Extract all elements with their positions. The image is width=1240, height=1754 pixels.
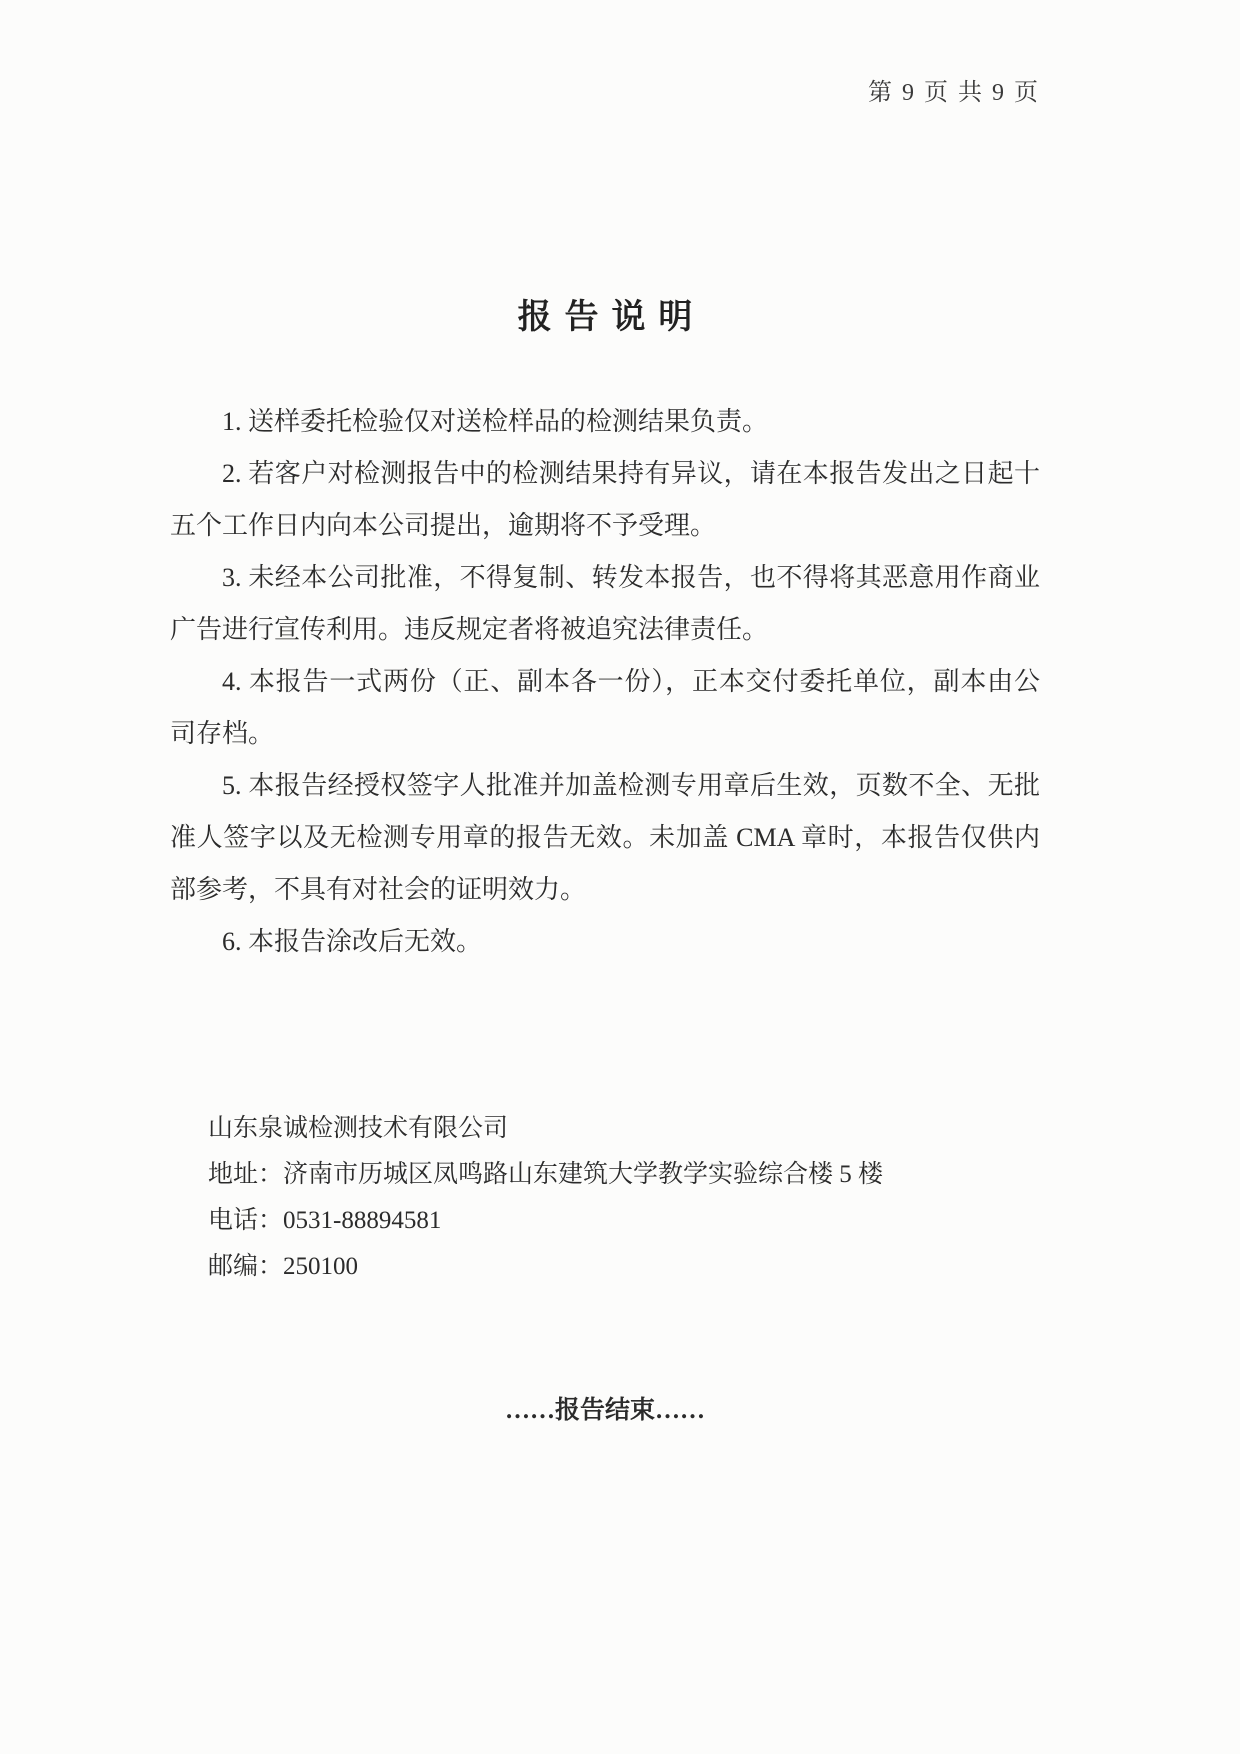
page-title: 报告说明 [517, 299, 706, 336]
notice-item-5: 5. 本报告经授权签字人批准并加盖检测专用章后生效，页数不全、无批准人签字以及无检测专用章的报告无效。未加盖 CMA 章时，本报告仅供内部参考，不具有对社会的证明效力。 [170, 771, 1040, 904]
company-name: 山东泉诚检测技术有限公司 [208, 1115, 509, 1142]
contact-block [0, 1106, 1240, 1290]
notice-item-6: 6. 本报告涂改后无效。 [222, 927, 483, 956]
page-number: 第 9 页 共 9 页 [868, 80, 1040, 106]
notice-list [0, 396, 1240, 968]
company-address: 地址：济南市历城区凤鸣路山东建筑大学教学实验综合楼 5 楼 [208, 1161, 884, 1188]
company-postcode: 邮编：250100 [208, 1253, 359, 1280]
notice-item-2: 2. 若客户对检测报告中的检测结果持有异议，请在本报告发出之日起十五个工作日内向本公司提出，逾期将不予受理。 [170, 459, 1040, 540]
notice-item-4: 4. 本报告一式两份（正、副本各一份），正本交付委托单位，副本由公司存档。 [170, 667, 1040, 748]
report-end-marker: ……报告结束…… [504, 1397, 705, 1424]
company-phone: 电话：0531-88894581 [208, 1207, 442, 1234]
notice-item-1: 1. 送样委托检验仅对送检样品的检测结果负责。 [222, 407, 769, 436]
notice-item-3: 3. 未经本公司批准，不得复制、转发本报告，也不得将其恶意用作商业广告进行宣传利用。违反规定者将被追究法律责任。 [170, 563, 1040, 644]
